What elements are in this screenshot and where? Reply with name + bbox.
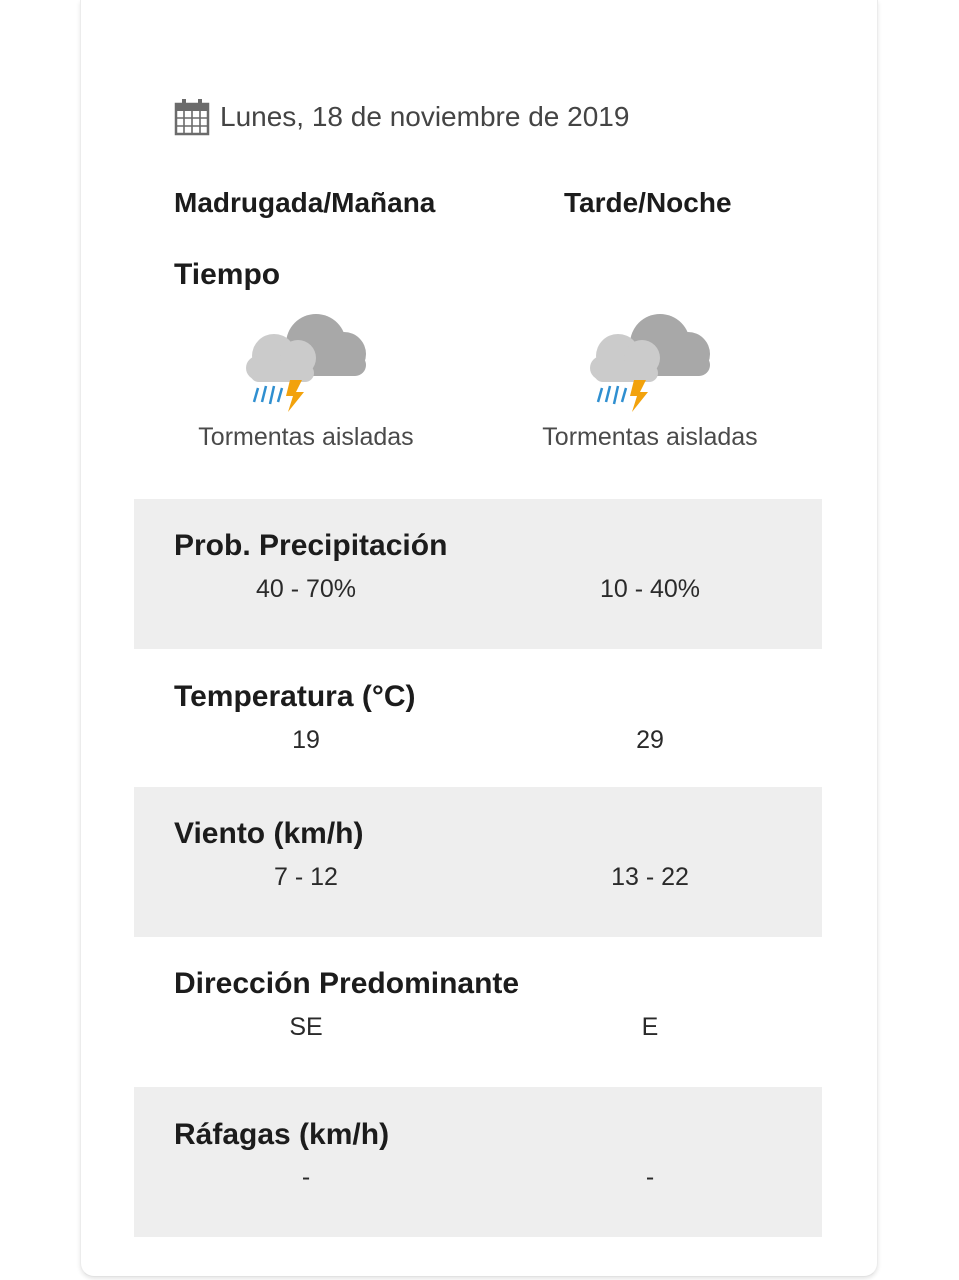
storm-cloud-icon [244,306,368,414]
weather-description-morning: Tormentas aisladas [198,423,414,451]
wind-direction-value-evening: E [641,1013,659,1041]
wind-label: Viento (km/h) [174,817,364,850]
wind-direction-label: Dirección Predominante [174,967,520,1000]
weather-description-evening: Tormentas aisladas [542,423,758,451]
row-band [134,1087,822,1237]
calendar-icon [174,98,210,136]
temperature-value-evening: 29 [636,726,664,754]
period-morning-header: Madrugada/Mañana [174,187,436,218]
precipitation-label: Prob. Precipitación [174,529,448,562]
date-text: Lunes, 18 de noviembre de 2019 [220,101,630,132]
weather-title: Tiempo [174,258,281,291]
row-band [134,499,822,649]
temperature-label: Temperatura (°C) [174,680,416,713]
gusts-label: Ráfagas (km/h) [174,1118,390,1151]
storm-cloud-icon [588,306,712,414]
date-header [174,98,629,136]
precipitation-value-evening: 10 - 40% [599,575,701,603]
gusts-value-morning: - [301,1163,311,1191]
temperature-value-morning: 19 [292,726,320,754]
row-band [134,787,822,937]
gusts-value-evening: - [645,1163,655,1191]
wind-direction-value-morning: SE [289,1013,323,1041]
wind-value-morning: 7 - 12 [274,863,338,891]
precipitation-value-morning: 40 - 70% [255,575,357,603]
wind-value-evening: 13 - 22 [611,863,689,891]
period-evening-header: Tarde/Noche [564,187,732,218]
